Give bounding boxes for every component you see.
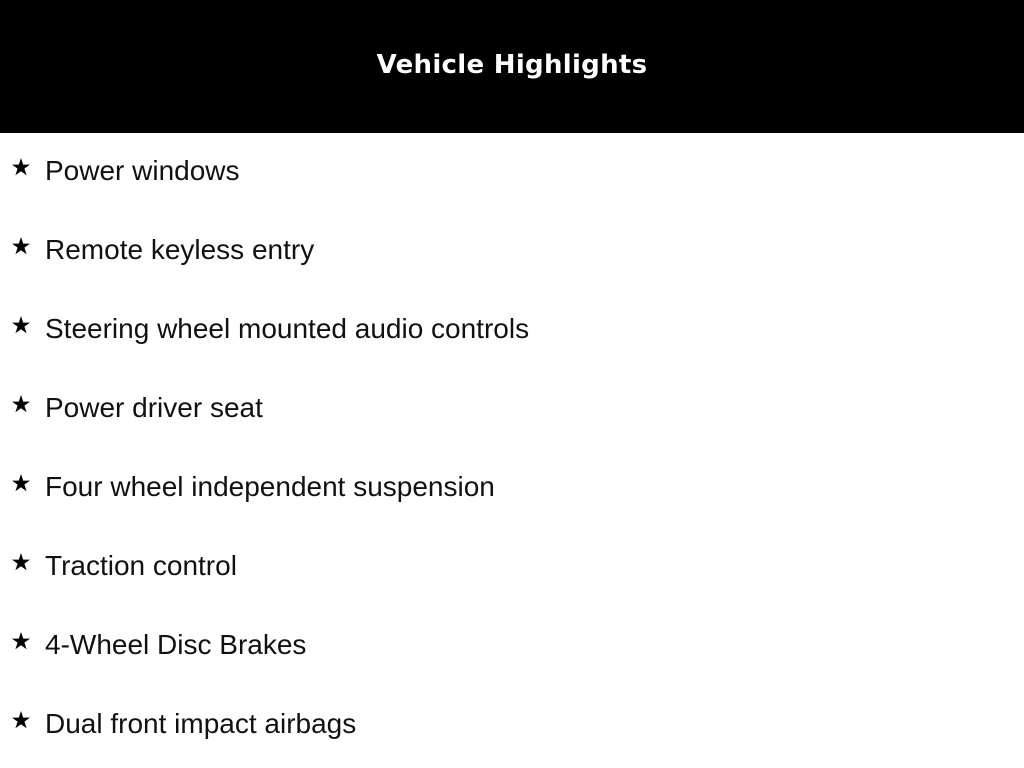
star-icon (11, 710, 31, 730)
list-item (0, 311, 1024, 351)
list-item (0, 153, 1024, 193)
list-item (0, 706, 1024, 746)
list-item-label: Four wheel independent suspension (45, 471, 495, 502)
list-item-label: Steering wheel mounted audio controls (45, 313, 530, 344)
list-item-label: Remote keyless entry (45, 234, 315, 265)
list-item-label: Dual front impact airbags (45, 708, 357, 739)
list-item (0, 548, 1024, 588)
star-icon (11, 473, 31, 493)
page-title: Vehicle Highlights (376, 49, 648, 80)
list-item (0, 627, 1024, 667)
star-icon (11, 552, 31, 572)
star-icon (11, 394, 31, 414)
star-icon (11, 631, 31, 651)
list-item-label: Traction control (45, 550, 237, 581)
list-item (0, 232, 1024, 272)
list-item (0, 469, 1024, 509)
star-icon (11, 236, 31, 256)
star-icon (11, 315, 31, 335)
list-item-label: 4-Wheel Disc Brakes (45, 629, 307, 660)
list-item-label: Power driver seat (45, 392, 263, 423)
star-icon (11, 157, 31, 177)
list-item-label: Power windows (45, 155, 240, 186)
header-banner (0, 0, 1024, 133)
list-item (0, 390, 1024, 430)
